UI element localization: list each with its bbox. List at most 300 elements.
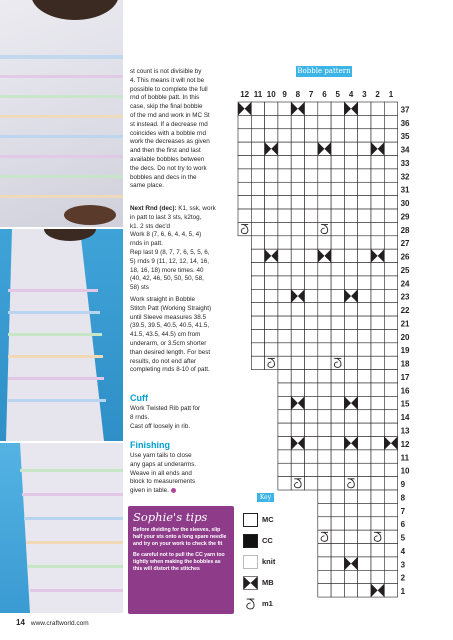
chart-cell-mb <box>344 102 357 115</box>
chart-cell <box>371 356 384 369</box>
chart-row <box>318 530 398 543</box>
chart-cell <box>344 450 357 463</box>
chart-row-label: 17 <box>400 372 410 382</box>
chart-row <box>251 356 397 369</box>
chart-cell <box>291 276 304 289</box>
chart-cell <box>344 263 357 276</box>
chart-cell <box>331 169 344 182</box>
chart-cell <box>305 450 318 463</box>
key-item-knit <box>243 554 303 570</box>
chart-cell <box>251 289 264 302</box>
chart-cell <box>371 102 384 115</box>
chart-row <box>318 503 398 516</box>
chart-cell <box>358 530 371 543</box>
chart-cell <box>305 263 318 276</box>
chart-cell <box>331 316 344 329</box>
chart-cell <box>318 370 331 383</box>
chart-cell <box>318 383 331 396</box>
chart-cell-mb <box>371 142 384 155</box>
chart-cell <box>265 102 278 115</box>
chart-cell <box>265 156 278 169</box>
chart-cell <box>318 236 331 249</box>
chart-cell <box>344 182 357 195</box>
chart-row-label: 4 <box>400 546 406 556</box>
chart-cell <box>384 169 397 182</box>
chart-cell <box>384 102 397 115</box>
chart-cell <box>238 169 251 182</box>
chart-cell-mb <box>371 584 384 597</box>
chart-cell <box>371 477 384 490</box>
chart-cell <box>371 570 384 583</box>
chart-row <box>318 517 398 530</box>
chart-cell <box>278 329 291 342</box>
chart-row <box>278 450 398 463</box>
chart-cell <box>318 303 331 316</box>
chart-cell <box>305 209 318 222</box>
work-straight-line: 41.5, 43.5, 44.5) cm from <box>130 331 201 339</box>
chart-cell <box>265 329 278 342</box>
chart-cell <box>344 303 357 316</box>
chart-cell <box>305 249 318 262</box>
chart-cell <box>344 370 357 383</box>
chart-cell <box>238 209 251 222</box>
chart-cell <box>331 249 344 262</box>
chart-row-label: 20 <box>400 332 410 342</box>
chart-cell <box>358 289 371 302</box>
chart-cell <box>251 115 264 128</box>
chart-column-label: 6 <box>322 90 327 99</box>
chart-cell <box>358 370 371 383</box>
chart-cell <box>238 196 251 209</box>
cuff-text <box>130 405 238 431</box>
chart-cell <box>384 142 397 155</box>
chart-cell <box>318 169 331 182</box>
chart-cell <box>344 503 357 516</box>
chart-cell <box>358 463 371 476</box>
key-item-mb <box>243 575 303 591</box>
chart-cell <box>291 303 304 316</box>
chart-cell <box>358 276 371 289</box>
chart-cell <box>331 463 344 476</box>
chart-row-label: 22 <box>400 306 410 316</box>
chart-cell <box>291 410 304 423</box>
chart-cell <box>344 276 357 289</box>
key-label: CC <box>262 536 273 545</box>
chart-cell <box>358 584 371 597</box>
chart-cell <box>318 396 331 409</box>
chart-cell <box>291 463 304 476</box>
chart-cell <box>371 182 384 195</box>
chart-cell <box>344 343 357 356</box>
page-number: 14 <box>16 618 25 627</box>
chart-cell <box>238 115 251 128</box>
chart-cell <box>358 263 371 276</box>
chart-cell <box>265 196 278 209</box>
chart-cell <box>305 289 318 302</box>
chart-cell <box>331 222 344 235</box>
chart-cell <box>305 370 318 383</box>
chart-cell <box>358 343 371 356</box>
chart-row <box>278 423 398 436</box>
chart-cell <box>291 169 304 182</box>
chart-cell <box>371 423 384 436</box>
chart-cell <box>384 383 397 396</box>
chart-cell <box>278 142 291 155</box>
chart-cell <box>305 356 318 369</box>
chart-cell <box>318 570 331 583</box>
chart-row-label: 6 <box>400 520 406 530</box>
chart-row-label: 23 <box>400 292 410 302</box>
key-symbol-mb-icon <box>243 576 258 590</box>
chart-cell <box>331 115 344 128</box>
decrease-label: Next Rnd (dec): <box>130 205 177 212</box>
chart-cell <box>331 423 344 436</box>
chart-cell <box>305 316 318 329</box>
decrease-line: 5) rnds 9 (11, 12, 12, 14, 16, <box>130 257 209 265</box>
chart-cell <box>318 584 331 597</box>
photo-jumper-front <box>0 0 123 227</box>
chart-cell <box>331 503 344 516</box>
chart-row <box>251 329 397 342</box>
chart-cell <box>331 490 344 503</box>
chart-cell <box>358 544 371 557</box>
chart-cell <box>344 383 357 396</box>
chart-cell <box>305 463 318 476</box>
finishing-line: Weave in all ends and <box>130 469 192 477</box>
chart-cell <box>371 370 384 383</box>
chart-cell <box>265 263 278 276</box>
chart-cell <box>371 450 384 463</box>
jumper-illustration-1 <box>0 0 123 227</box>
chart-cell <box>305 410 318 423</box>
chart-cell <box>318 129 331 142</box>
cuff-line: Cast off loosely in rib. <box>130 422 191 430</box>
chart-cell <box>344 129 357 142</box>
chart-cell <box>331 450 344 463</box>
chart-row-label: 24 <box>400 279 410 289</box>
chart-column-label: 5 <box>335 90 340 99</box>
chart-cell <box>358 115 371 128</box>
chart-cell <box>278 196 291 209</box>
chart-row-label: 14 <box>400 413 410 423</box>
chart-cell <box>265 303 278 316</box>
chart-cell <box>384 584 397 597</box>
chart-row-label: 36 <box>400 118 410 128</box>
chart-cell <box>305 182 318 195</box>
chart-cell <box>265 343 278 356</box>
chart-cell <box>251 329 264 342</box>
chart-row <box>278 410 398 423</box>
chart-cell <box>291 249 304 262</box>
chart-cell <box>331 289 344 302</box>
chart-row <box>238 169 398 182</box>
chart-cell <box>251 222 264 235</box>
chart-cell <box>344 584 357 597</box>
chart-cell <box>358 410 371 423</box>
chart-cell <box>358 182 371 195</box>
chart-row <box>238 129 398 142</box>
chart-cell <box>265 115 278 128</box>
chart-cell <box>358 156 371 169</box>
chart-cell <box>278 209 291 222</box>
chart-cell <box>358 129 371 142</box>
chart-row <box>238 182 398 195</box>
chart-row-label: 31 <box>400 185 410 195</box>
chart-row <box>238 156 398 169</box>
chart-cell <box>291 356 304 369</box>
chart-cell <box>331 102 344 115</box>
chart-cell <box>384 209 397 222</box>
work-straight-text <box>130 296 238 375</box>
chart-cell <box>305 396 318 409</box>
chart-cell <box>331 329 344 342</box>
chart-cell <box>358 102 371 115</box>
cuff-line: Work Twisted Rib patt for <box>130 405 201 412</box>
chart-row-label: 27 <box>400 239 410 249</box>
finishing-line: any gaps at underarms. <box>130 460 197 468</box>
chart-cell <box>384 289 397 302</box>
chart-cell <box>278 303 291 316</box>
intro-line: st count is not divisible by <box>130 68 202 75</box>
chart-cell <box>384 477 397 490</box>
chart-cell <box>238 182 251 195</box>
chart-cell <box>371 557 384 570</box>
chart-column-label: 2 <box>375 90 380 99</box>
chart-cell <box>331 477 344 490</box>
chart-cell <box>358 437 371 450</box>
chart-row <box>251 263 397 276</box>
chart-cell <box>291 450 304 463</box>
chart-cell <box>384 570 397 583</box>
chart-cell <box>344 209 357 222</box>
chart-cell <box>305 383 318 396</box>
chart-cell <box>371 129 384 142</box>
chart-cell <box>291 129 304 142</box>
chart-cell <box>265 182 278 195</box>
chart-cell <box>238 156 251 169</box>
chart-cell <box>278 450 291 463</box>
chart-cell <box>318 477 331 490</box>
chart-cell <box>265 222 278 235</box>
chart-row <box>278 477 398 490</box>
chart-row <box>251 249 397 262</box>
key-title: Key <box>257 493 274 502</box>
chart-cell <box>358 329 371 342</box>
chart-cell <box>384 356 397 369</box>
chart-cell-mb <box>238 102 251 115</box>
chart-cell <box>318 115 331 128</box>
intro-line: st instead. If a decrease rnd <box>130 120 208 128</box>
chart-cell <box>291 196 304 209</box>
chart-cell <box>251 196 264 209</box>
chart-cell <box>384 517 397 530</box>
chart-cell <box>278 370 291 383</box>
chart-cell <box>331 530 344 543</box>
decrease-line: Work 8 (7, 6, 6, 4, 4, 5, 4) <box>130 231 202 239</box>
chart-cell <box>251 129 264 142</box>
chart-cell <box>358 490 371 503</box>
key-label: knit <box>262 557 276 566</box>
chart-cell-mb <box>291 289 304 302</box>
chart-cell <box>358 557 371 570</box>
chart-cell-mb <box>344 557 357 570</box>
chart-cell <box>318 196 331 209</box>
chart-row-label: 29 <box>400 212 410 222</box>
chart-cell <box>318 209 331 222</box>
chart-cell <box>331 303 344 316</box>
tip-2: Be careful not to pull the CC yarn too tightly when making the bobbles as this will distort the stitches <box>133 552 225 572</box>
chart-cell <box>331 437 344 450</box>
chart-cell-mb <box>344 437 357 450</box>
chart-cell <box>331 182 344 195</box>
chart-row <box>251 236 397 249</box>
intro-line: available bobbles between <box>130 155 205 163</box>
decrease-line: Rep last 9 (8, 7, 7, 6, 5, 5, 6, <box>130 248 210 256</box>
chart-cell-mb <box>291 102 304 115</box>
chart-row-label: 5 <box>400 533 406 543</box>
chart-row <box>318 584 398 597</box>
chart-cell <box>305 437 318 450</box>
chart-cell <box>318 410 331 423</box>
chart-row-label: 26 <box>400 252 410 262</box>
chart-cell <box>331 370 344 383</box>
chart-cell <box>384 329 397 342</box>
chart-cell <box>251 316 264 329</box>
chart-cell <box>251 209 264 222</box>
chart-cell-mb <box>318 142 331 155</box>
chart-cell <box>318 490 331 503</box>
chart-cell <box>371 463 384 476</box>
chart-cell <box>331 383 344 396</box>
chart-row-label: 37 <box>400 105 410 115</box>
chart-cell <box>371 410 384 423</box>
chart-row-label: 35 <box>400 132 410 142</box>
decrease-line: (40, 42, 46, 50, 50, 50, 58, <box>130 275 204 283</box>
chart-column-label: 11 <box>253 90 263 99</box>
chart-cell <box>305 102 318 115</box>
chart-cell-mb <box>384 437 397 450</box>
decrease-instructions <box>130 205 238 293</box>
chart-row <box>278 463 398 476</box>
chart-cell <box>384 115 397 128</box>
chart-cell <box>291 423 304 436</box>
chart-cell <box>344 169 357 182</box>
chart-column-label: 3 <box>362 90 367 99</box>
chart-cell <box>371 343 384 356</box>
chart-cell-mb <box>265 142 278 155</box>
work-straight-line: results, do not end after <box>130 357 197 365</box>
chart-row-label: 1 <box>400 587 406 597</box>
chart-cell <box>331 584 344 597</box>
photo-jumper-sleeve <box>0 229 123 441</box>
chart-cell <box>331 396 344 409</box>
chart-cell <box>371 437 384 450</box>
chart-cell <box>358 303 371 316</box>
chart-cell <box>318 156 331 169</box>
chart-cell <box>344 142 357 155</box>
chart-cell <box>305 196 318 209</box>
chart-cell <box>291 142 304 155</box>
decrease-line: rnds in patt. <box>130 240 163 248</box>
chart-cell <box>278 343 291 356</box>
chart-cell <box>278 356 291 369</box>
chart-cell <box>265 129 278 142</box>
chart-cell <box>238 129 251 142</box>
footer-site[interactable]: www.craftworld.com <box>30 620 89 627</box>
chart-cell <box>344 115 357 128</box>
tips-box <box>128 506 234 614</box>
chart-cell <box>265 316 278 329</box>
chart-cell <box>305 329 318 342</box>
chart-cell <box>371 236 384 249</box>
bobble-pattern-chart <box>234 82 424 610</box>
chart-cell-mb <box>291 437 304 450</box>
chart-row-label: 3 <box>400 560 406 570</box>
chart-cell <box>305 222 318 235</box>
chart-cell <box>331 343 344 356</box>
chart-cell <box>384 423 397 436</box>
intro-line: rnd of bobble patt. In this <box>130 94 200 102</box>
chart-cell <box>358 249 371 262</box>
intro-line: same place. <box>130 182 164 190</box>
chart-cell <box>278 276 291 289</box>
chart-column-label: 10 <box>266 90 276 99</box>
chart-cell <box>384 530 397 543</box>
key-item-mc <box>243 512 303 528</box>
chart-cell <box>358 570 371 583</box>
chart-cell <box>358 383 371 396</box>
chart-cell <box>371 196 384 209</box>
chart-cell <box>305 156 318 169</box>
chart-cell <box>358 196 371 209</box>
chart-cell <box>384 156 397 169</box>
page-footer <box>16 618 89 627</box>
chart-cell <box>278 383 291 396</box>
intro-line: possible to complete the full <box>130 85 208 93</box>
decrease-line: 18, 16, 18) more times. 40 <box>130 266 204 274</box>
chart-cell <box>305 343 318 356</box>
chart-cell <box>358 316 371 329</box>
chart-row <box>251 289 397 302</box>
chart-cell <box>251 182 264 195</box>
chart-cell <box>265 289 278 302</box>
chart-cell <box>318 450 331 463</box>
chart-cell <box>278 115 291 128</box>
chart-cell <box>344 410 357 423</box>
chart-row-label: 21 <box>400 319 410 329</box>
chart-column-label: 12 <box>240 90 250 99</box>
work-straight-line: Work straight in Bobble <box>130 296 195 303</box>
chart-row <box>278 370 398 383</box>
chart-cell <box>318 544 331 557</box>
chart-row-label: 32 <box>400 172 410 182</box>
chart-cell <box>344 423 357 436</box>
chart-cell <box>371 169 384 182</box>
chart-row-label: 25 <box>400 265 410 275</box>
chart-cell <box>278 289 291 302</box>
chart-cell <box>344 249 357 262</box>
chart-row-label: 18 <box>400 359 410 369</box>
chart-row <box>251 303 397 316</box>
chart-cell <box>251 343 264 356</box>
chart-cell <box>291 115 304 128</box>
chart-cell <box>291 222 304 235</box>
chart-cell <box>384 182 397 195</box>
key-symbol-knit-icon <box>243 555 258 569</box>
chart-cell <box>278 156 291 169</box>
chart-cell <box>384 343 397 356</box>
chart-cell <box>291 329 304 342</box>
